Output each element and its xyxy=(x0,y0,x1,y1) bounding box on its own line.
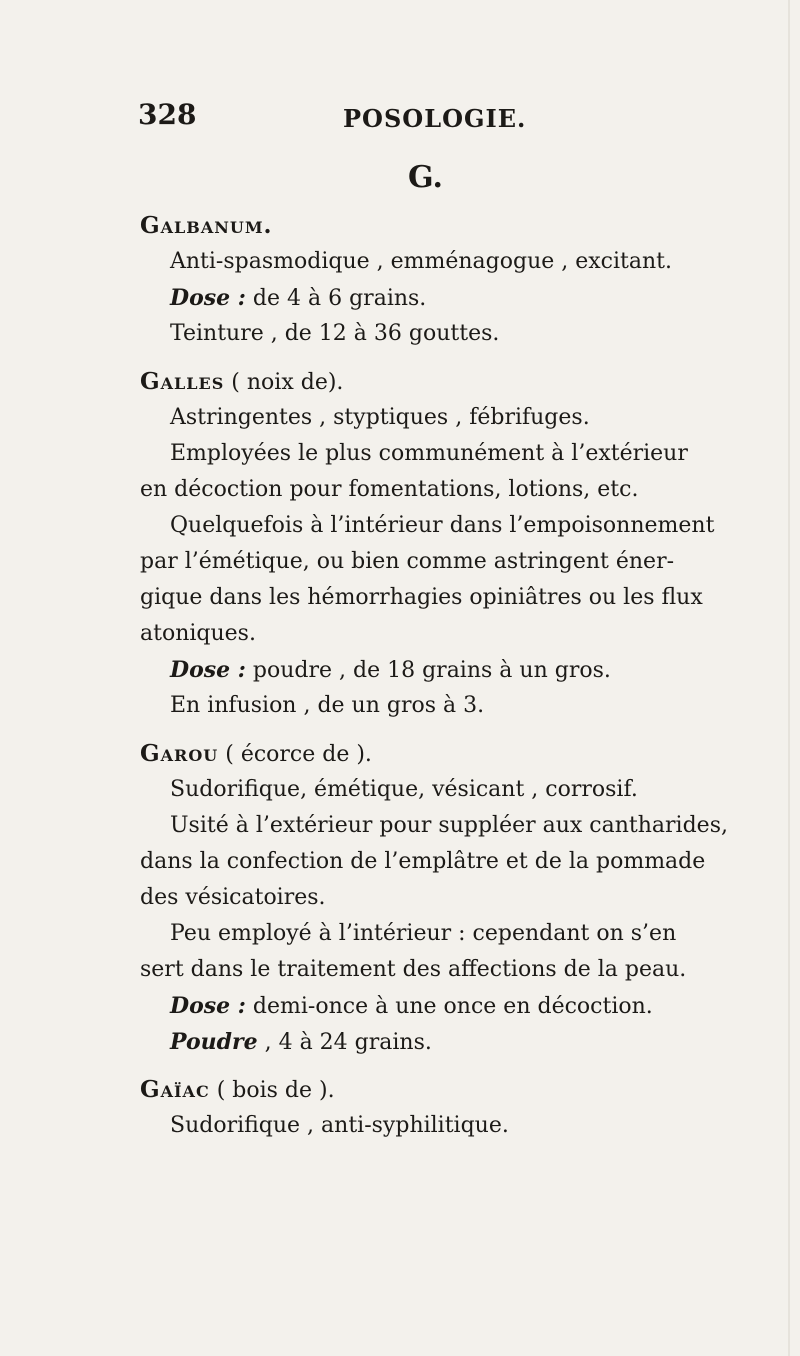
entry-title: Galbanum. xyxy=(140,212,273,239)
entry-line: gique dans les hémorrhagies opiniâtres ou les flux xyxy=(140,585,703,610)
entry-line: atoniques. xyxy=(140,621,256,646)
entry-line: des vésicatoires. xyxy=(140,885,326,910)
dose-text: demi-once à une once en décoction. xyxy=(245,994,653,1019)
entry-line: dans la confection de l’emplâtre et de la pommade xyxy=(140,849,706,874)
entry-line: En infusion , de un gros à 3. xyxy=(170,693,485,718)
dose-text: de 4 à 6 grains. xyxy=(245,286,427,311)
entry-line: Peu employé à l’intérieur : cependant on s’en xyxy=(170,921,677,946)
entry-subtitle: ( bois de ). xyxy=(209,1078,335,1103)
entry-line: en décoction pour fomentations, lotions, etc. xyxy=(140,477,639,502)
section-letter: G. xyxy=(408,160,443,195)
dose-label: Dose : xyxy=(170,285,246,311)
dose-text: poudre , de 18 grains à un gros. xyxy=(245,658,611,683)
entry-line: Teinture , de 12 à 36 gouttes. xyxy=(170,321,500,346)
entry-line: Sudorifique , anti-syphilitique. xyxy=(170,1113,509,1138)
entry-subtitle: ( noix de). xyxy=(224,370,344,395)
powder-label: Poudre xyxy=(170,1029,258,1055)
entry-line: Usité à l’extérieur pour suppléer aux cantharides, xyxy=(170,813,728,838)
entry-gaiac xyxy=(140,1072,740,1144)
dose-label: Dose : xyxy=(170,993,246,1019)
page-body xyxy=(140,208,740,1144)
entry-garou xyxy=(140,736,740,1060)
entry-heading xyxy=(140,364,740,400)
entry-heading xyxy=(140,1072,740,1108)
entry-line: Employées le plus communément à l’extérieur xyxy=(170,441,688,466)
entry-title: Gaïac xyxy=(140,1076,210,1103)
entry-galbanum xyxy=(140,208,740,352)
entry-title: Garou xyxy=(140,740,219,767)
entry-dose-line xyxy=(140,988,740,1024)
entry-line: Astringentes , styptiques , fébrifuges. xyxy=(170,405,590,430)
entry-line: par l’émétique, ou bien comme astringent éner- xyxy=(140,549,675,574)
page-number: 328 xyxy=(138,98,197,131)
dose-label: Dose : xyxy=(170,657,246,683)
page-edge-shadow xyxy=(788,0,790,1356)
running-head: POSOLOGIE. xyxy=(343,104,527,133)
entry-line: Anti-spasmodique , emménagogue , excitant. xyxy=(170,249,672,274)
entry-line: Sudorifique, émétique, vésicant , corrosif. xyxy=(170,777,638,802)
page-header xyxy=(138,98,738,138)
entry-heading xyxy=(140,736,740,772)
dose-text: , 4 à 24 grains. xyxy=(257,1030,432,1055)
entry-dose-line xyxy=(140,1024,740,1060)
entry-dose-line xyxy=(140,652,740,688)
entry-subtitle: ( écorce de ). xyxy=(218,742,372,767)
entry-title: Galles xyxy=(140,368,225,395)
entry-line: sert dans le traitement des affections de la peau. xyxy=(140,957,687,982)
entry-dose-line xyxy=(140,280,740,316)
entry-galles xyxy=(140,364,740,724)
entry-line: Quelquefois à l’intérieur dans l’empoisonnement xyxy=(170,513,715,538)
